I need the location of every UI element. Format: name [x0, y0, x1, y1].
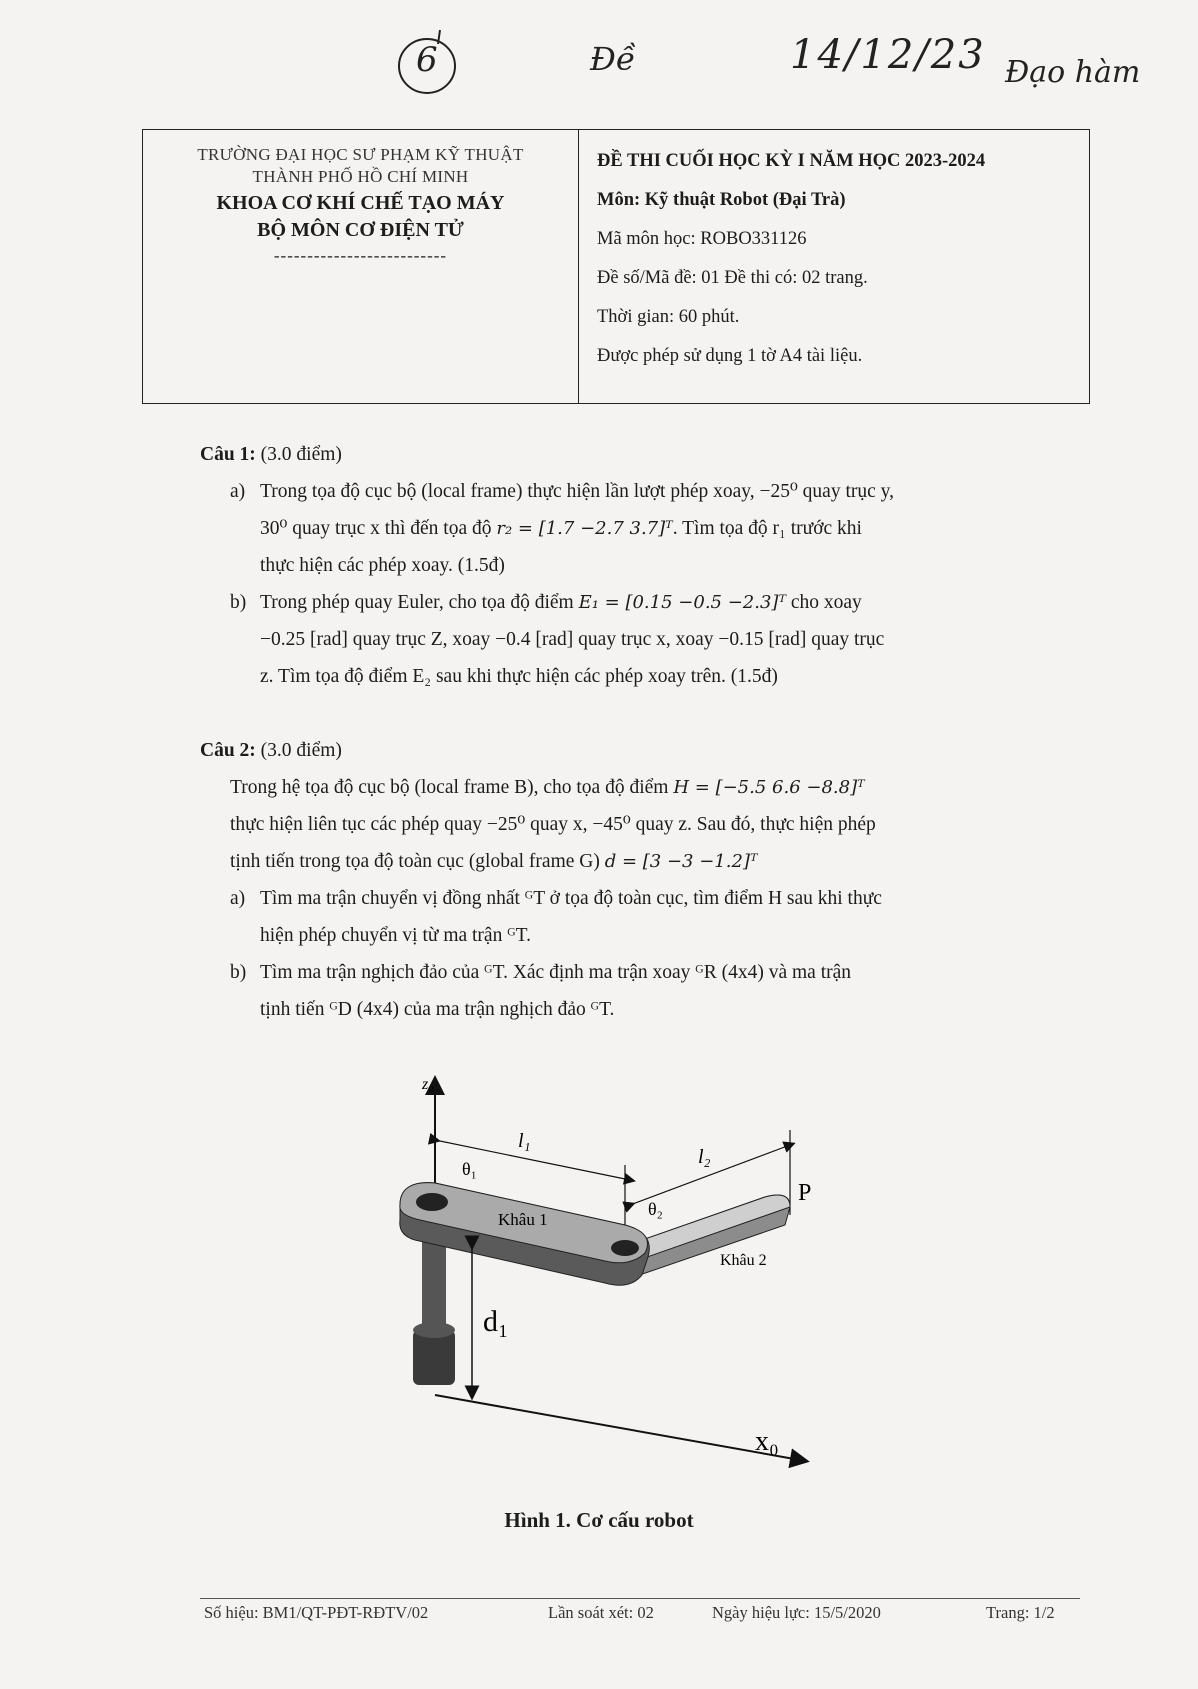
question-2b-line2: tịnh tiến ᴳD (4x4) của ma trận nghịch đảo ᴳT.: [260, 999, 615, 1020]
course-code: Mã môn học: ROBO331126: [597, 229, 807, 249]
footer-revision: Lần soát xét: 02: [548, 1603, 654, 1622]
question-1b-math: E₁ = [0.15 −0.5 −2.3]ᵀ: [578, 592, 786, 613]
link2-label: Khâu 2: [720, 1252, 767, 1269]
handwritten-de: Đề: [590, 40, 636, 78]
footer-effective-date: Ngày hiệu lực: 15/5/2020: [712, 1603, 881, 1622]
theta2-label: θ₂: [648, 1199, 663, 1219]
university-line1: TRƯỜNG ĐẠI HỌC SƯ PHẠM KỸ THUẬT: [197, 145, 524, 164]
faculty-name: KHOA CƠ KHÍ CHẾ TẠO MÁY: [216, 192, 505, 214]
handwritten-date: 14/12/23: [790, 32, 986, 78]
question-2-line1-math: H = [−5.5 6.6 −8.8]ᵀ: [673, 777, 865, 798]
question-2a-line1: Tìm ma trận chuyển vị đồng nhất ᴳT ở tọa độ toàn cục, tìm điểm H sau khi thực: [260, 888, 882, 909]
question-2-heading: [200, 732, 1090, 769]
question-1a-line3: thực hiện các phép xoay. (1.5đ): [260, 555, 505, 576]
question-1b-label: b): [230, 592, 247, 613]
point-p-label: P: [798, 1180, 812, 1206]
question-1a-line2-post: . Tìm tọa độ r₁ trước khi: [672, 518, 862, 539]
department-name: BỘ MÔN CƠ ĐIỆN TỬ: [257, 219, 464, 241]
exam-info-block: [579, 130, 1089, 403]
question-2-line3-math: d = [3 −3 −1.2]ᵀ: [604, 851, 758, 872]
handwritten-signature: Đạo hàm: [1005, 55, 1141, 90]
l1-label: l₁: [518, 1130, 531, 1152]
l2-label: l₂: [698, 1146, 711, 1168]
question-2-line1-pre: Trong hệ tọa độ cục bộ (local frame B), cho tọa độ điểm: [230, 777, 669, 798]
question-1b-line3: z. Tìm tọa độ điểm E₂ sau khi thực hiện các phép xoay trên. (1.5đ): [260, 666, 778, 687]
question-2-line3-pre: tịnh tiến trong tọa độ toàn cục (global frame G): [230, 851, 600, 872]
d1-label: d₁: [483, 1305, 509, 1338]
question-2-line2: thực hiện liên tục các phép quay −25⁰ quay x, −45⁰ quay z. Sau đó, thực hiện phép: [230, 814, 876, 835]
question-1a-label: a): [230, 481, 246, 502]
question-1b-line1-post: cho xoay: [790, 592, 862, 613]
robot-figure: [380, 1075, 830, 1475]
z-axis-label: z₀: [422, 1076, 434, 1093]
question-1a-line2-pre: 30⁰ quay trục x thì đến tọa độ: [260, 518, 492, 539]
base-cylinder: [413, 1330, 455, 1385]
question-1a-line1: Trong tọa độ cục bộ (local frame) thực hiện lần lượt phép xoay, −25⁰ quay trục y,: [260, 481, 895, 502]
question-1-points: (3.0 điểm): [260, 444, 342, 465]
footer-divider: [200, 1598, 1080, 1599]
question-2-points: (3.0 điểm): [260, 740, 342, 761]
footer-page: Trang: 1/2: [986, 1603, 1055, 1622]
question-2b-line1: Tìm ma trận nghịch đảo của ᴳT. Xác định ma trận xoay ᴳR (4x4) và ma trận: [260, 962, 852, 983]
handwritten-number: 6: [416, 40, 438, 80]
question-2b-label: b): [230, 962, 247, 983]
institution-block: [143, 130, 579, 403]
question-1-label: Câu 1:: [200, 444, 256, 465]
question-2a: [200, 880, 1090, 954]
x-axis-line: [435, 1395, 800, 1460]
theta1-label: θ₁: [462, 1159, 477, 1179]
question-1a: [200, 473, 1090, 584]
question-1b-line2: −0.25 [rad] quay trục Z, xoay −0.4 [rad] quay trục x, xoay −0.15 [rad] quay trục: [260, 629, 885, 650]
materials-allowed: Được phép sử dụng 1 tờ A4 tài liệu.: [597, 346, 863, 366]
question-1-heading: [200, 436, 1090, 473]
question-1b-line1-pre: Trong phép quay Euler, cho tọa độ điểm: [260, 592, 574, 613]
question-1: [200, 436, 1090, 695]
question-2a-line2: hiện phép chuyển vị từ ma trận ᴳT.: [260, 925, 531, 946]
exam-header: [142, 129, 1090, 404]
exam-title: ĐỀ THI CUỐI HỌC KỲ I NĂM HỌC 2023-2024: [597, 151, 986, 171]
question-2: [200, 732, 1090, 1028]
question-2a-label: a): [230, 888, 246, 909]
header-divider: --------------------------: [273, 246, 448, 265]
question-2b: [200, 954, 1090, 1028]
question-1a-math: r₂ = [1.7 −2.7 3.7]ᵀ: [496, 518, 673, 539]
subject: Môn: Kỹ thuật Robot (Đại Trà): [597, 190, 846, 210]
x-axis-label: x₀: [755, 1426, 779, 1457]
link1-label: Khâu 1: [498, 1210, 548, 1229]
duration: Thời gian: 60 phút.: [597, 307, 740, 327]
figure-caption: Hình 1. Cơ cấu robot: [504, 1508, 694, 1532]
question-2-label: Câu 2:: [200, 740, 256, 761]
university-line2: THÀNH PHỐ HỒ CHÍ MINH: [252, 167, 469, 186]
exam-code: Đề số/Mã đề: 01 Đề thi có: 02 trang.: [597, 268, 868, 288]
question-1b: [200, 584, 1090, 695]
footer-doc-id: Số hiệu: BM1/QT-PĐT-RĐTV/02: [204, 1603, 429, 1622]
